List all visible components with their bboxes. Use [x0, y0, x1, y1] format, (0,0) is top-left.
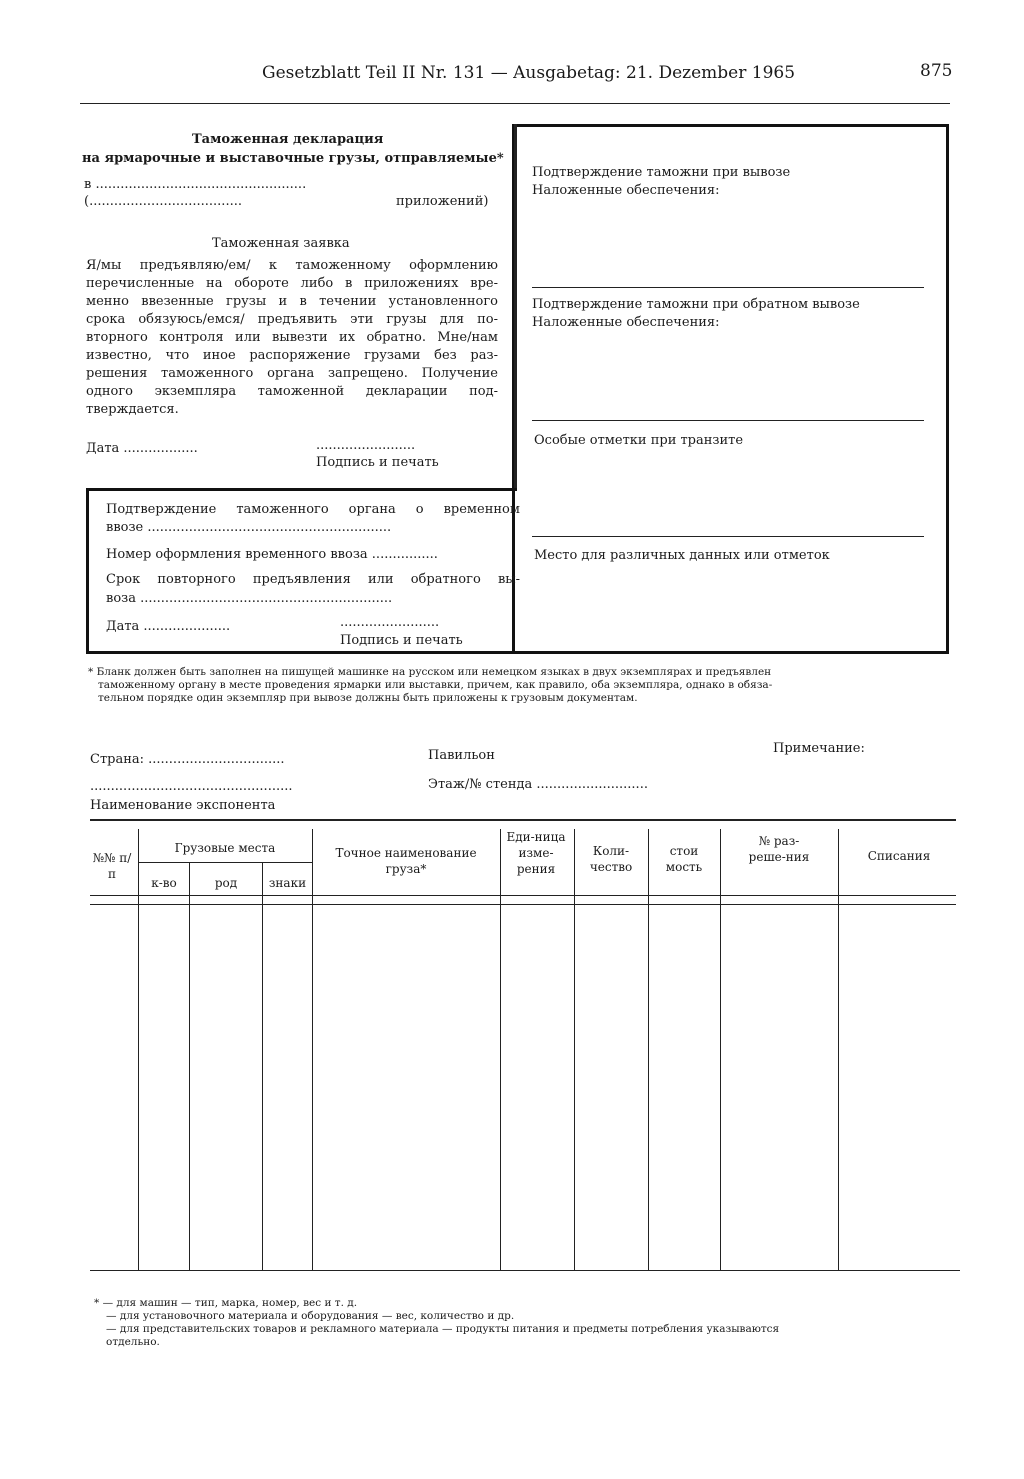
temp-import-number: Номер оформления временного ввоза ................: [106, 547, 438, 562]
exhibitor-dots: .................................................: [90, 779, 293, 794]
signature-label: Подпись и печать: [316, 455, 439, 470]
col-group-cargo: Грузовые места: [174, 841, 276, 855]
header-rule: [80, 103, 950, 104]
body-line: перечисленные на обороте либо в приложениях вре-: [86, 276, 498, 291]
table-column-line: [574, 829, 575, 1270]
table-body-rule: [90, 904, 956, 905]
footnote-typewriter: [88, 666, 958, 705]
exhibitor-name-label: Наименование экспонента: [90, 798, 276, 813]
attachments-line-left: (.....................................: [84, 194, 242, 209]
table-subgroup-rule: [138, 862, 312, 863]
col-unit: Еди-ница изме-рения: [506, 830, 566, 876]
body-line: одного экземпляра таможенной декларации под-: [86, 384, 498, 399]
section-rule: [532, 536, 924, 537]
footnote-line: * — для машин — тип, марка, номер, вес и т. д.: [94, 1297, 358, 1309]
footnote-line: — для установочного материала и оборудования — вес, количество и др.: [106, 1310, 515, 1322]
col-marks: знаки: [268, 876, 307, 890]
table-bottom-rule: [90, 1270, 960, 1271]
pavilion-label: Павильон: [428, 748, 495, 763]
col-qty: к-во: [151, 876, 177, 890]
footnote-line: * Бланк должен быть заполнен на пишущей машинке на русском или немецком языках в двух экземплярах и предъявлен: [88, 666, 772, 678]
body-line: известно, что иное распоряжение грузами без раз-: [86, 348, 498, 363]
body-line: решения таможенного органа запрещено. Получение: [86, 366, 498, 381]
temp-import-line: ввозе ...........................................................: [106, 520, 392, 535]
footnote-line: отдельно.: [106, 1336, 160, 1348]
footnote-cargo-name: [94, 1297, 954, 1349]
table-column-line: [500, 829, 501, 1270]
table-header-rule: [90, 895, 956, 896]
body-line: тверждается.: [86, 402, 179, 417]
col-kind: род: [214, 876, 238, 890]
misc-notes: Место для различных данных или отметок: [534, 548, 830, 563]
destination-line: в ...................................................: [84, 177, 307, 192]
date-field: Дата ..................: [86, 441, 198, 456]
page-header: Gesetzblatt Teil II Nr. 131 — Ausgabetag: 21. Dezember 1965: [262, 63, 796, 83]
reexport-securities: Наложенные обеспечения:: [532, 315, 720, 330]
body-line: менно ввезенные грузы и в течении установленного: [86, 294, 498, 309]
body-line: вторного контроля или вывезти их обратно. Мне/нам: [86, 330, 498, 345]
temp-import-line: Подтверждение таможенного органа о временном: [106, 502, 520, 517]
declaration-title: Таможенная декларация: [192, 132, 384, 147]
table-column-line: [648, 829, 649, 1270]
table-top-rule: [90, 819, 956, 821]
footnote-line: — для представительских товаров и рекламного материала — продукты питания и предметы потребления указываются: [106, 1323, 780, 1335]
reexport-confirmation: Подтверждение таможни при обратном вывозе: [532, 297, 860, 312]
col-number: №№ п/п: [92, 851, 132, 881]
signature-dots: ........................: [316, 438, 416, 453]
footnote-line: таможенному органу в месте проведения ярмарки или выставки, причем, как правило, оба экземпляра, однако в обяза-: [98, 679, 773, 691]
customs-confirmation-box: [512, 124, 949, 654]
box-divider: [514, 124, 517, 488]
declaration-subtitle: на ярмарочные и выставочные грузы, отправляемые*: [82, 151, 504, 166]
lower-signature-label: Подпись и печать: [340, 633, 463, 648]
transit-notes: Особые отметки при транзите: [534, 433, 744, 448]
footnote-line: тельном порядке один экземпляр при вывозе должны быть приложены к грузовым документам.: [98, 692, 638, 704]
declaration-body: [86, 257, 498, 419]
lower-date-field: Дата .....................: [106, 619, 231, 634]
customs-application-title: Таможенная заявка: [212, 236, 350, 251]
country-field: Страна: .................................: [90, 752, 285, 767]
table-column-line: [312, 829, 313, 1270]
table-column-line: [838, 829, 839, 1270]
section-rule: [532, 420, 924, 421]
remark-label: Примечание:: [773, 741, 865, 756]
table-column-line: [138, 829, 139, 1270]
re-presentation-term-cont: воза .............................................................: [106, 591, 393, 606]
col-cargo-name: Точное наименование груза*: [335, 846, 477, 876]
body-line: срока обязуюсь/емся/ предъявить эти грузы для по-: [86, 312, 498, 327]
export-securities: Наложенные обеспечения:: [532, 183, 720, 198]
table-column-line: [189, 862, 190, 1270]
col-count: Коли-чество: [589, 844, 633, 874]
lower-signature-dots: ........................: [340, 615, 440, 630]
body-line: Я/мы предъявляю/ем/ к таможенному оформлению: [86, 258, 498, 273]
re-presentation-term: Срок повторного предъявления или обратного вы-: [106, 572, 520, 587]
table-column-line: [262, 862, 263, 1270]
col-permit: № раз-реше-ния: [748, 834, 810, 864]
attachments-line-right: приложений): [396, 194, 489, 209]
section-rule: [532, 287, 924, 288]
col-value: стои мость: [665, 844, 703, 874]
floor-stand-field: Этаж/№ стенда ...........................: [428, 777, 648, 792]
table-column-line: [720, 829, 721, 1270]
col-writeoff: Списания: [867, 849, 931, 863]
page-number: 875: [920, 61, 953, 81]
export-confirmation: Подтверждение таможни при вывозе: [532, 165, 791, 180]
